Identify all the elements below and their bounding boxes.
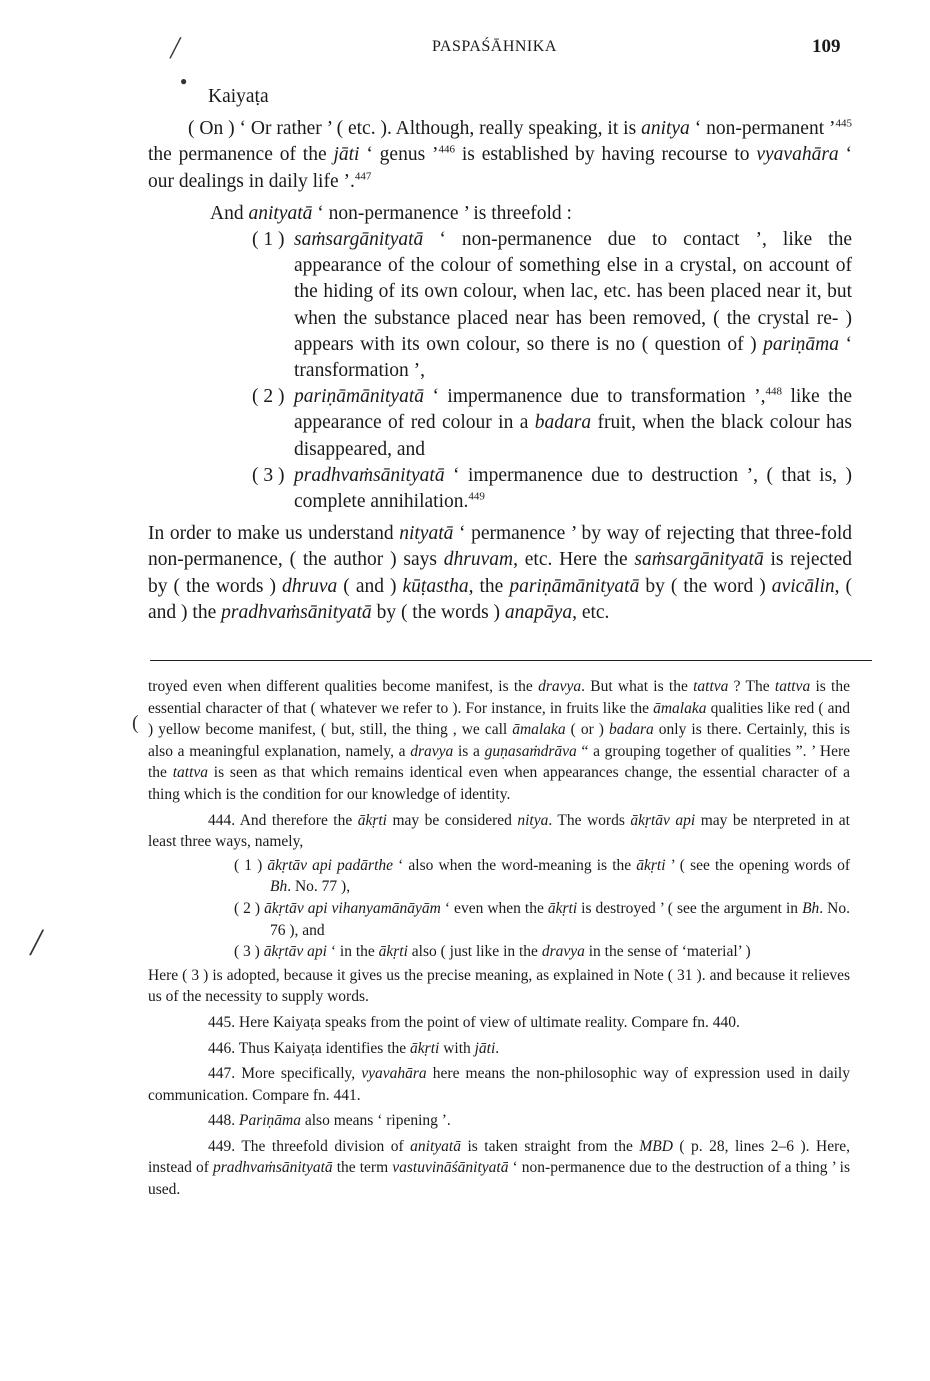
sanskrit-term: vastuvināśānityatā [392, 1159, 509, 1177]
text-run: is rejected by ( the words ) [148, 549, 852, 597]
text-run: ‘ non-permanence due to contact ’, like the appearance of the colour of something else in a crystal, on account of the hiding of its own colour, when lac, etc. has been placed near it, but when the substance placed near has been removed, ( the crystal re- ) appears with its own colour, so there is no ( question of ) [294, 229, 852, 355]
text-run: ‘ non-permanence ’ is threefold : [312, 202, 572, 224]
sanskrit-term: Bh [270, 878, 288, 896]
text-run: only is there. Certainly, this is also a meaningful explanation, namely, a [148, 721, 850, 760]
text-run: may be nterpreted in at least three ways, namely, [148, 811, 850, 851]
sanskrit-term: Pariṇāma [239, 1112, 301, 1130]
sanskrit-term: ākṛti [410, 1039, 440, 1057]
threefold-list [148, 227, 852, 515]
text-run: also means ‘ ripening ’. [301, 1112, 451, 1130]
text-run: And [210, 202, 249, 224]
paragraph-2 [148, 201, 852, 227]
footnote-444-sub-3 [148, 941, 850, 963]
sanskrit-term: pariṇāmānityatā [294, 386, 424, 408]
footnote-448 [148, 1110, 850, 1132]
sanskrit-term: MBD [639, 1137, 673, 1155]
text-run: ‘ permanence ’ by way of rejecting that three-fold non-permanence, ( the author ) says [148, 523, 852, 571]
footnote-ref: 446 [438, 143, 455, 156]
text-run: troyed even when different qualities become manifest, is the [148, 678, 539, 695]
sanskrit-term: badara [608, 721, 654, 739]
footnote-449 [148, 1136, 850, 1201]
sanskrit-term: kūṭastha [402, 575, 469, 597]
text-run: ‘ non-permanence due to the destruction of a thing ’ is used. [148, 1159, 850, 1199]
sanskrit-term: jāti [333, 144, 360, 166]
sanskrit-term: ākṛti [378, 943, 408, 961]
paragraph-3 [148, 521, 852, 626]
text-run: . No. 77 ), [287, 878, 351, 896]
text-run: ‘ impermanence due to transformation ’, [424, 386, 766, 408]
text-run: ( On ) ‘ Or rather ’ ( etc. ). Although, really speaking, it is [188, 118, 642, 140]
sanskrit-term: dhruva [282, 575, 338, 597]
sanskrit-term: pradhvaṁsānityatā [294, 464, 445, 486]
sanskrit-term: anapāya [504, 601, 573, 623]
text-run: ? The [728, 678, 775, 695]
sanskrit-term: anitya [641, 118, 690, 140]
text-run: . The words [548, 811, 631, 829]
text-run: , etc. Here the [513, 549, 635, 571]
text-run: ‘ even when the [440, 899, 548, 917]
sanskrit-term: tattva [774, 678, 811, 695]
text-run: In order to make us understand [148, 523, 400, 545]
sanskrit-term: ākṛtāv api vihanyamānāyām [264, 899, 441, 917]
footnotes [148, 676, 850, 1201]
sanskrit-term: saṁsargānityatā [294, 229, 424, 251]
footnote-445: 445. Here Kaiyaṭa speaks from the point of view of ultimate reality. Compare fn. 440. [208, 1013, 740, 1031]
text-run: “ a grouping together of qualities ”. ’ Here the [148, 742, 850, 782]
text-run: 444. And therefore the [208, 811, 358, 829]
sanskrit-term: ākṛtāv api padārthe [267, 856, 394, 874]
text-run: ‘ also when the word-meaning is the [393, 856, 637, 874]
text-run: is taken straight from the [460, 1137, 640, 1155]
text-run: is a [453, 742, 485, 760]
text-run: ‘ transformation ’, [294, 333, 852, 382]
text-run: here means the non-philosophic way of expression used in daily communication. Compare fn. 441. [148, 1065, 850, 1104]
text-run: is the essential character of that ( whatever we refer to ). For instance, in fruits like the [148, 678, 850, 717]
text-run: by ( the word ) [639, 575, 772, 597]
commentator-heading: Kaiyaṭa [208, 86, 269, 107]
text-run: ( 1 ) [234, 856, 268, 874]
text-run: fruit, when the black colour has disappeared, and [294, 412, 852, 460]
sanskrit-term: dravya [541, 943, 585, 961]
text-run: . No. 76 ), and [270, 899, 850, 939]
sanskrit-term: tattva [172, 764, 209, 782]
footnote-ref: 448 [765, 385, 782, 398]
sanskrit-term: vyavahāra [756, 144, 839, 166]
text-run: by ( the words ) [371, 601, 505, 623]
text-run: is seen as that which remains identical even when appearances change, the essential character of a thing which is the condition for our knowledge of identity. [148, 764, 850, 803]
footnote-continuation [148, 676, 850, 806]
text-run: 448. [208, 1112, 239, 1130]
sanskrit-term: vyavahāra [361, 1065, 427, 1083]
sanskrit-term: dhruvam [443, 549, 514, 571]
footnote-444-tail: Here ( 3 ) is adopted, because it gives us the precise meaning, as explained in Note ( 31 ). and because it relieves us of the necessity to supply words. [148, 966, 850, 1006]
sanskrit-term: ākṛti [357, 811, 387, 829]
sanskrit-term: dravya [410, 742, 454, 760]
text-run: , the [468, 575, 510, 597]
sanskrit-term: anityatā [248, 202, 313, 224]
sanskrit-term: pariṇāma [763, 333, 839, 355]
sanskrit-term: ākṛtāv api [263, 943, 327, 961]
text-run: with [439, 1039, 475, 1057]
sanskrit-term: pradhvaṁsānityatā [221, 601, 372, 623]
footnote-444 [148, 810, 850, 853]
footnote-divider [150, 660, 872, 661]
sanskrit-term: jāti [474, 1039, 496, 1057]
text-run: the permanence of the [148, 144, 334, 166]
text-run: . But what is the [581, 678, 694, 695]
sanskrit-term: tattva [693, 678, 729, 695]
text-run: like the appearance of red colour in a [294, 386, 852, 434]
sanskrit-term: saṁsargānityatā [634, 549, 764, 571]
footnote-ref: 445 [835, 117, 852, 130]
text-run: ‘ impermanence due to destruction ’, ( that is, ) complete annihilation. [294, 464, 852, 513]
text-run: ( p. 28, lines 2–6 ). Here, instead of [148, 1137, 850, 1177]
margin-stroke-mark: ╱ [170, 38, 181, 58]
text-run: ‘ our dealings in daily life ’. [148, 144, 853, 192]
footnote-444-sub-1 [148, 855, 850, 898]
text-run: ( and ) [337, 575, 403, 597]
text-run: ‘ genus ’ [359, 144, 439, 166]
list-item [148, 384, 852, 463]
text-run: , etc. [572, 601, 610, 623]
margin-bracket-mark: ( [132, 712, 139, 734]
margin-dot-mark: ● [180, 74, 188, 88]
sanskrit-term: āmalaka [512, 721, 566, 739]
text-run: ( 3 ) [234, 943, 264, 961]
text-run: is destroyed ’ ( see the argument in [577, 899, 803, 917]
text-run: 446. Thus Kaiyaṭa identifies the [208, 1039, 411, 1057]
sanskrit-term: Bh [802, 899, 820, 917]
sanskrit-term: nityatā [399, 523, 454, 545]
text-run: , ( and ) the [148, 575, 853, 623]
text-run: ‘ non-permanent ’ [689, 118, 836, 140]
sanskrit-term: pariṇāmānityatā [509, 575, 640, 597]
text-run: ’ ( see the opening words of [665, 856, 850, 874]
footnote-ref: 447 [354, 170, 372, 183]
footnote-ref: 449 [468, 490, 485, 503]
sanskrit-term: āmalaka [653, 699, 707, 717]
text-run: qualities like red ( and ) yellow become manifest, ( but, still, the thing , we call [148, 699, 850, 739]
text-run: also ( just like in the [407, 943, 542, 961]
list-number: ( 1 ) [252, 229, 285, 251]
sanskrit-term: nitya [517, 811, 549, 829]
text-run: may be considered [387, 811, 518, 829]
sanskrit-term: ākṛti [636, 856, 666, 874]
text-run: is established by having recourse to [455, 144, 757, 166]
footnote-444-sub-2 [148, 898, 850, 941]
page-header [0, 36, 930, 60]
list-item [148, 463, 852, 515]
sanskrit-term: pradhvaṁsānityatā [212, 1159, 333, 1177]
list-item [148, 227, 852, 384]
text-run: . [495, 1039, 500, 1057]
list-number: ( 2 ) [252, 386, 285, 408]
text-run: in the sense of ‘material’ ) [584, 943, 751, 961]
running-title: PASPAŚĀHNIKA [432, 38, 557, 55]
sanskrit-term: guṇasaṁdrāva [484, 742, 577, 760]
page-number: 109 [812, 36, 841, 57]
main-text [148, 84, 852, 626]
text-run: 447. More specifically, [208, 1065, 362, 1083]
sanskrit-term: dravya [538, 678, 582, 695]
margin-stroke-mark-lower: ╱ [30, 930, 44, 955]
text-run: ( or ) [565, 721, 609, 739]
sanskrit-term: anityatā [410, 1137, 461, 1155]
list-number: ( 3 ) [252, 464, 285, 486]
sanskrit-term: ākṛtāv api [630, 811, 696, 829]
sanskrit-term: badara [534, 412, 592, 434]
text-run: 449. The threefold division of [208, 1137, 411, 1155]
text-run: ‘ in the [326, 943, 379, 961]
text-run: ( 2 ) [234, 899, 265, 917]
sanskrit-term: avicālin [771, 575, 835, 597]
footnote-446 [148, 1038, 850, 1060]
text-run: the term [332, 1159, 393, 1177]
sanskrit-term: ākṛti [547, 899, 578, 917]
paragraph-1 [148, 116, 852, 195]
footnote-447 [148, 1063, 850, 1106]
